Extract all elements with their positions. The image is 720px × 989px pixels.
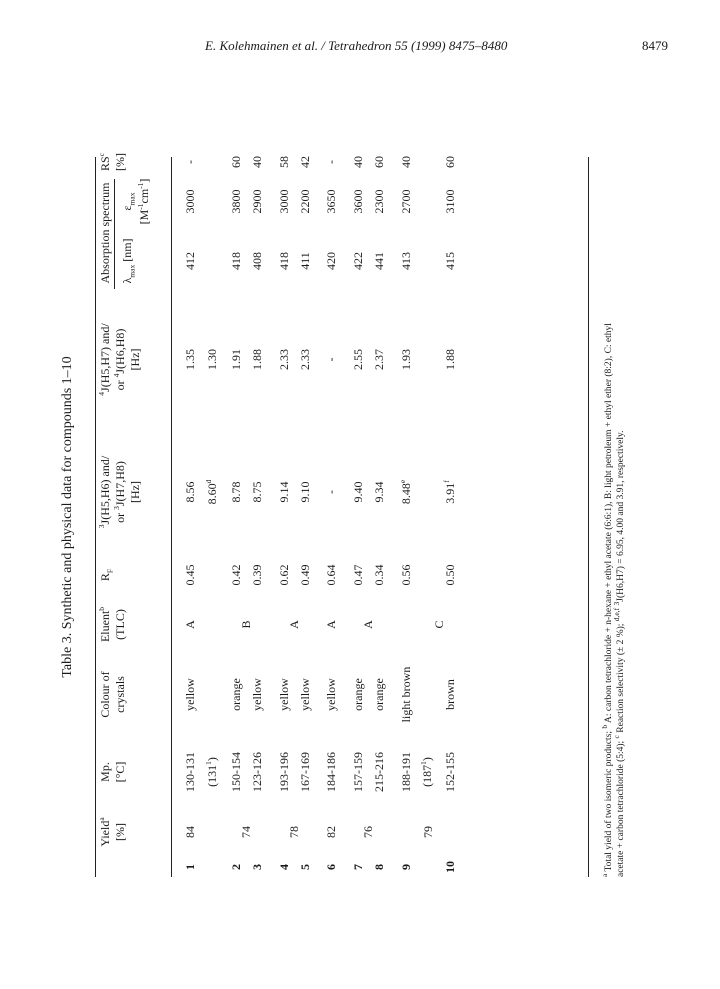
cell-eluent: A: [287, 620, 301, 629]
cell-eluent: A: [324, 620, 338, 629]
header-mp: Mp.: [98, 762, 112, 782]
cell-j4: 2.37: [372, 349, 386, 370]
cell-lambda-max: 420: [324, 252, 338, 270]
cell-colour: orange: [372, 678, 386, 711]
cell-colour: yellow: [277, 678, 291, 711]
cell-lambda-max: 408: [250, 252, 264, 270]
cell-j4: 2.33: [277, 349, 291, 370]
cell-colour: orange: [229, 678, 243, 711]
cell-lambda-max: 441: [372, 252, 386, 270]
header-lambda-max: $\lambda_{max}$ [nm]: [120, 238, 137, 284]
cell-rs: 40: [399, 156, 413, 168]
cell-rf: 0.47: [351, 564, 365, 586]
cell-j3: 8.48e: [398, 479, 413, 505]
header-j4-line2: or $^4$J(H6,H8): [112, 328, 127, 391]
table-bottom-rule: [588, 157, 589, 877]
cell-rs: 40: [351, 156, 365, 168]
header-mp-unit: [°C]: [113, 761, 127, 783]
cell-lambda-max: 418: [229, 252, 243, 270]
cell-mp: 167-169: [298, 752, 312, 792]
footnote-line-2: acetate + carbon tetrachloride (5:4); $^c$ Reaction selectivity (± 2 %); $^{d,e,f}$ $^3$J(H6,H7) = 6.95, 4.00 and 3.91, respectively.: [611, 430, 626, 877]
cell-rs: 60: [229, 156, 243, 168]
cell-id: 4: [277, 864, 291, 870]
cell-colour: yellow: [324, 678, 338, 711]
cell-eluent: A: [361, 620, 375, 629]
cell-mp: 193-196: [277, 752, 291, 792]
cell-id: 5: [298, 864, 312, 870]
cell-j3: 9.34: [372, 481, 386, 503]
cell-j4: 1.93: [399, 349, 413, 370]
cell-rs: 60: [372, 156, 386, 168]
cell-eluent: A: [183, 620, 197, 629]
cell-id: 1: [183, 864, 197, 870]
cell-colour: yellow: [298, 678, 312, 711]
header-absorption: Absorption spectrum: [98, 182, 112, 284]
cell-id: 6: [324, 864, 338, 870]
cell-j4: -: [324, 357, 338, 362]
rotated-table-block: [60, 147, 660, 887]
cell-epsilon-max: 3000: [277, 189, 291, 214]
header-rs-unit: [%]: [113, 153, 127, 171]
cell-eluent: C: [432, 620, 446, 629]
cell-lambda-max: 415: [443, 252, 457, 270]
cell-id: 2: [229, 864, 243, 870]
cell-yield: 84: [183, 826, 197, 838]
cell-rs: -: [324, 160, 338, 164]
cell-j3: 9.40: [351, 481, 365, 503]
header-colour: Colour of: [98, 671, 112, 718]
cell-id: 8: [372, 864, 386, 870]
cell-id: 3: [250, 864, 264, 870]
header-j4-unit: [Hz]: [128, 348, 142, 371]
cell-j3: 8.75: [250, 481, 264, 503]
page-number: 8479: [642, 38, 668, 53]
cell-j4: 1.30: [205, 349, 219, 370]
running-head: [0, 38, 720, 58]
cell-yield: 82: [324, 826, 338, 838]
absorption-group-rule: [114, 179, 115, 289]
cell-yield: 76: [361, 826, 375, 838]
cell-rf: 0.49: [298, 564, 312, 586]
cell-colour: yellow: [183, 678, 197, 711]
cell-colour: brown: [443, 679, 457, 710]
header-yield-unit: [%]: [113, 823, 127, 841]
cell-j3: 8.78: [229, 481, 243, 503]
cell-id: 7: [351, 864, 365, 870]
cell-id: 9: [399, 864, 413, 870]
header-j3-unit: [Hz]: [128, 481, 142, 503]
cell-rf: 0.39: [250, 564, 264, 586]
cell-mp: 184-186: [324, 752, 338, 792]
header-colour-2: crystals: [113, 676, 127, 713]
cell-j4: 1.35: [183, 349, 197, 370]
cell-j3: 3.91$^f$: [442, 480, 457, 504]
cell-epsilon-max: 3600: [351, 189, 365, 214]
cell-lambda-max: 422: [351, 252, 365, 270]
header-eluent-2: (TLC): [113, 609, 127, 640]
table-footnotes: [599, 157, 627, 877]
cell-mp: 188-191: [399, 752, 413, 792]
header-rs: $RS^c$: [97, 152, 112, 172]
header-j3-line2: or $^3$J(H7,H8): [112, 461, 127, 523]
cell-epsilon-max: 2200: [298, 189, 312, 214]
cell-mp: 215-216: [372, 752, 386, 792]
cell-rf: 0.56: [399, 564, 413, 586]
cell-rs: -: [183, 160, 197, 164]
header-rf: $R_F$: [98, 568, 115, 582]
header-j3: $^3$J(H5,H6) and/: [97, 455, 112, 529]
cell-epsilon-max: 3650: [324, 189, 338, 214]
cell-j3: 8.56: [183, 481, 197, 503]
cell-epsilon-max: 3800: [229, 189, 243, 214]
cell-j4: 1.88: [250, 349, 264, 370]
header-eluent: Eluent$^b$: [97, 606, 112, 643]
cell-rf: 0.64: [324, 564, 338, 586]
cell-rf: 0.62: [277, 564, 291, 586]
cell-j3: 8.60$^d$: [204, 479, 219, 505]
cell-lambda-max: 418: [277, 252, 291, 270]
cell-mp: 123-126: [250, 752, 264, 792]
cell-j3: 9.10: [298, 481, 312, 503]
cell-j4: 1.88: [443, 349, 457, 370]
cell-mp: 150-154: [229, 752, 243, 792]
cell-j3: -: [324, 490, 338, 494]
header-epsilon-unit: $[M^{-1}cm^{-1}]$: [136, 178, 151, 225]
cell-epsilon-max: 3100: [443, 189, 457, 214]
cell-rf: 0.34: [372, 564, 386, 586]
cell-epsilon-max: 2700: [399, 189, 413, 214]
cell-rf: 0.50: [443, 564, 457, 586]
cell-rs: 58: [277, 156, 291, 168]
cell-eluent: B: [239, 620, 253, 629]
cell-lambda-max: 413: [399, 252, 413, 270]
cell-mp: 130-131: [183, 752, 197, 792]
cell-mp: 157-159: [351, 752, 365, 792]
cell-lambda-max: 412: [183, 252, 197, 270]
table-top-rule: [95, 157, 96, 877]
header-j4: $^4$J(H5,H7) and/: [97, 323, 112, 396]
cell-lambda-max: 411: [298, 252, 312, 270]
cell-colour: yellow: [250, 678, 264, 711]
cell-j4: 1.91: [229, 349, 243, 370]
cell-rs: 40: [250, 156, 264, 168]
cell-rs: 42: [298, 156, 312, 168]
header-bottom-rule: [171, 157, 172, 877]
cell-j3: 9.14: [277, 481, 291, 503]
cell-rf: 0.42: [229, 564, 243, 586]
cell-rs: 60: [443, 156, 457, 168]
cell-mp: $(187^1)$: [419, 757, 434, 787]
cell-mp: 152-155: [443, 752, 457, 792]
cell-mp: $(131^1)$: [204, 757, 219, 787]
journal-citation: E. Kolehmainen et al. / Tetrahedron 55 (1999) 8475–8480: [205, 38, 508, 53]
cell-yield: 78: [287, 826, 301, 838]
table-caption: Table 3. Synthetic and physical data for compounds 1–10: [60, 356, 75, 678]
cell-colour: light brown: [399, 666, 413, 723]
cell-j4: 2.33: [298, 349, 312, 370]
cell-epsilon-max: 3000: [183, 189, 197, 214]
header-yield: Yield$^a$: [97, 817, 112, 847]
cell-rf: 0.45: [183, 564, 197, 586]
cell-j4: 2.55: [351, 349, 365, 370]
cell-yield: 79: [421, 826, 435, 838]
cell-id: 10: [443, 861, 457, 873]
cell-epsilon-max: 2300: [372, 189, 386, 214]
header-epsilon-max: $\varepsilon_{max}$: [120, 192, 137, 211]
cell-yield: 74: [239, 826, 253, 838]
cell-colour: orange: [351, 678, 365, 711]
cell-epsilon-max: 2900: [250, 189, 264, 214]
footnote-line-1: $^a$ Total yield of two isomeric products; $^b$ A: carbon tetrachloride + n-hexane + ethyl acetate (6:6:1), B: light petroleum + ethyl ether (8:2), C: ethyl: [599, 323, 614, 877]
